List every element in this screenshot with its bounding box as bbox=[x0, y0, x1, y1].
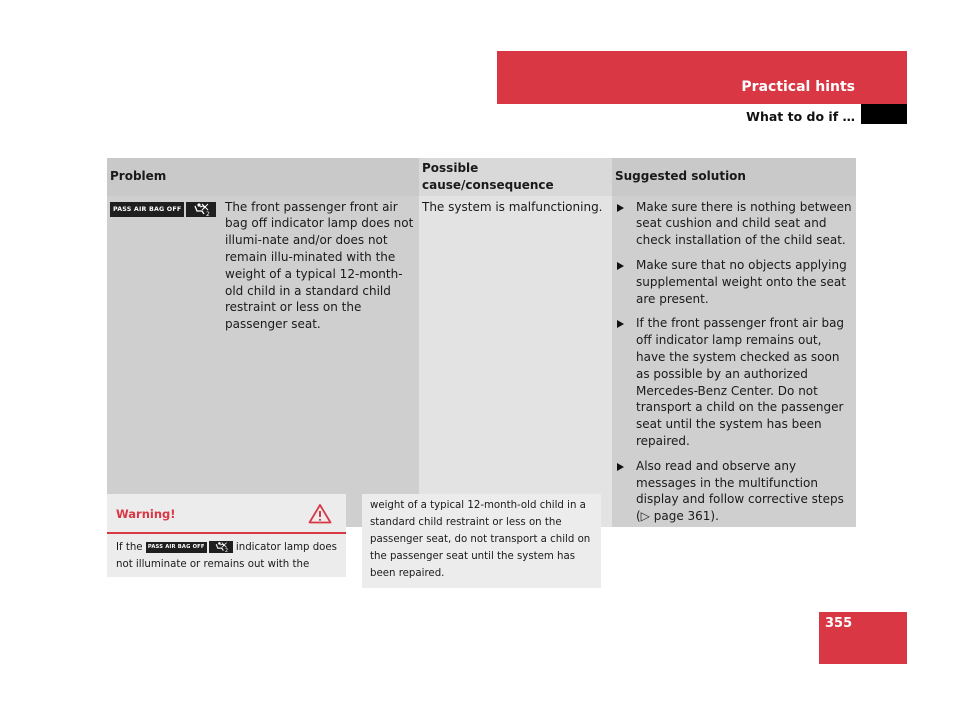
warning-continuation: weight of a typical 12-month-old child in a standard child restraint or less on the passenger seat, do not transport a child on the passenger seat until the system has been repaired. bbox=[362, 494, 601, 588]
column-header-cause: Possible cause/consequence bbox=[419, 158, 612, 196]
warning-box bbox=[107, 494, 346, 577]
warning-text bbox=[107, 534, 346, 578]
problem-cell bbox=[107, 196, 419, 527]
column-header-problem: Problem bbox=[107, 158, 419, 196]
solution-list bbox=[615, 199, 853, 525]
solution-cell bbox=[612, 196, 856, 527]
table-header-row bbox=[107, 158, 856, 196]
section-header-bar bbox=[497, 51, 907, 104]
solution-text: Also read and observe any messages in the multifunction display and follow corrective steps (▷ page 361). bbox=[636, 458, 844, 524]
child-seat-airbag-off-icon bbox=[209, 541, 233, 553]
pass-airbag-off-lamp: PASS AIR BAG OFF bbox=[110, 202, 184, 217]
indicator-lamps bbox=[110, 199, 225, 333]
solution-text: Make sure there is nothing between seat cushion and child seat and check installation of the child seat. bbox=[636, 199, 852, 248]
list-item bbox=[615, 315, 853, 449]
svg-text:2: 2 bbox=[206, 210, 211, 217]
section-tab-marker bbox=[861, 104, 907, 124]
solution-text: Make sure that no objects applying supplemental weight onto the seat are present. bbox=[636, 257, 847, 306]
bullet-arrow-icon bbox=[617, 463, 624, 471]
bullet-arrow-icon bbox=[617, 320, 624, 328]
warning-text-end: indicator lamp does not illuminate or remains out with the bbox=[116, 542, 337, 570]
child-seat-airbag-off-icon bbox=[186, 202, 216, 217]
page-number: 355 bbox=[825, 616, 853, 631]
list-item bbox=[615, 458, 853, 525]
subsection-title: What to do if … bbox=[746, 109, 855, 124]
list-item bbox=[615, 257, 853, 307]
bullet-arrow-icon bbox=[617, 262, 624, 270]
list-item bbox=[615, 199, 853, 249]
warning-text-start: If the bbox=[116, 542, 143, 553]
pass-airbag-off-lamp: PASS AIR BAG OFF bbox=[146, 542, 207, 553]
warning-triangle-icon bbox=[308, 503, 332, 528]
svg-text:2: 2 bbox=[224, 549, 228, 553]
column-header-solution: Suggested solution bbox=[612, 158, 856, 196]
section-title: Practical hints bbox=[741, 79, 855, 95]
troubleshooting-table bbox=[107, 158, 856, 527]
solution-text: If the front passenger front air bag off indicator lamp remains out, have the system checked as soon as possible by an authorized Mercedes-Benz Center. Do not transport a child on the passenger seat until the system has been repaired. bbox=[636, 316, 845, 448]
bullet-arrow-icon bbox=[617, 204, 624, 212]
table-row bbox=[107, 196, 856, 527]
cause-cell: The system is malfunctioning. bbox=[419, 196, 612, 527]
warning-title: Warning! bbox=[116, 507, 176, 521]
warning-header bbox=[107, 494, 346, 534]
problem-description: The front passenger front air bag off indicator lamp does not illumi-nate and/or does not remain illu-minated with the weight of a typical 12-month-old child in a standard child restraint or less on the passenger seat. bbox=[225, 199, 414, 332]
